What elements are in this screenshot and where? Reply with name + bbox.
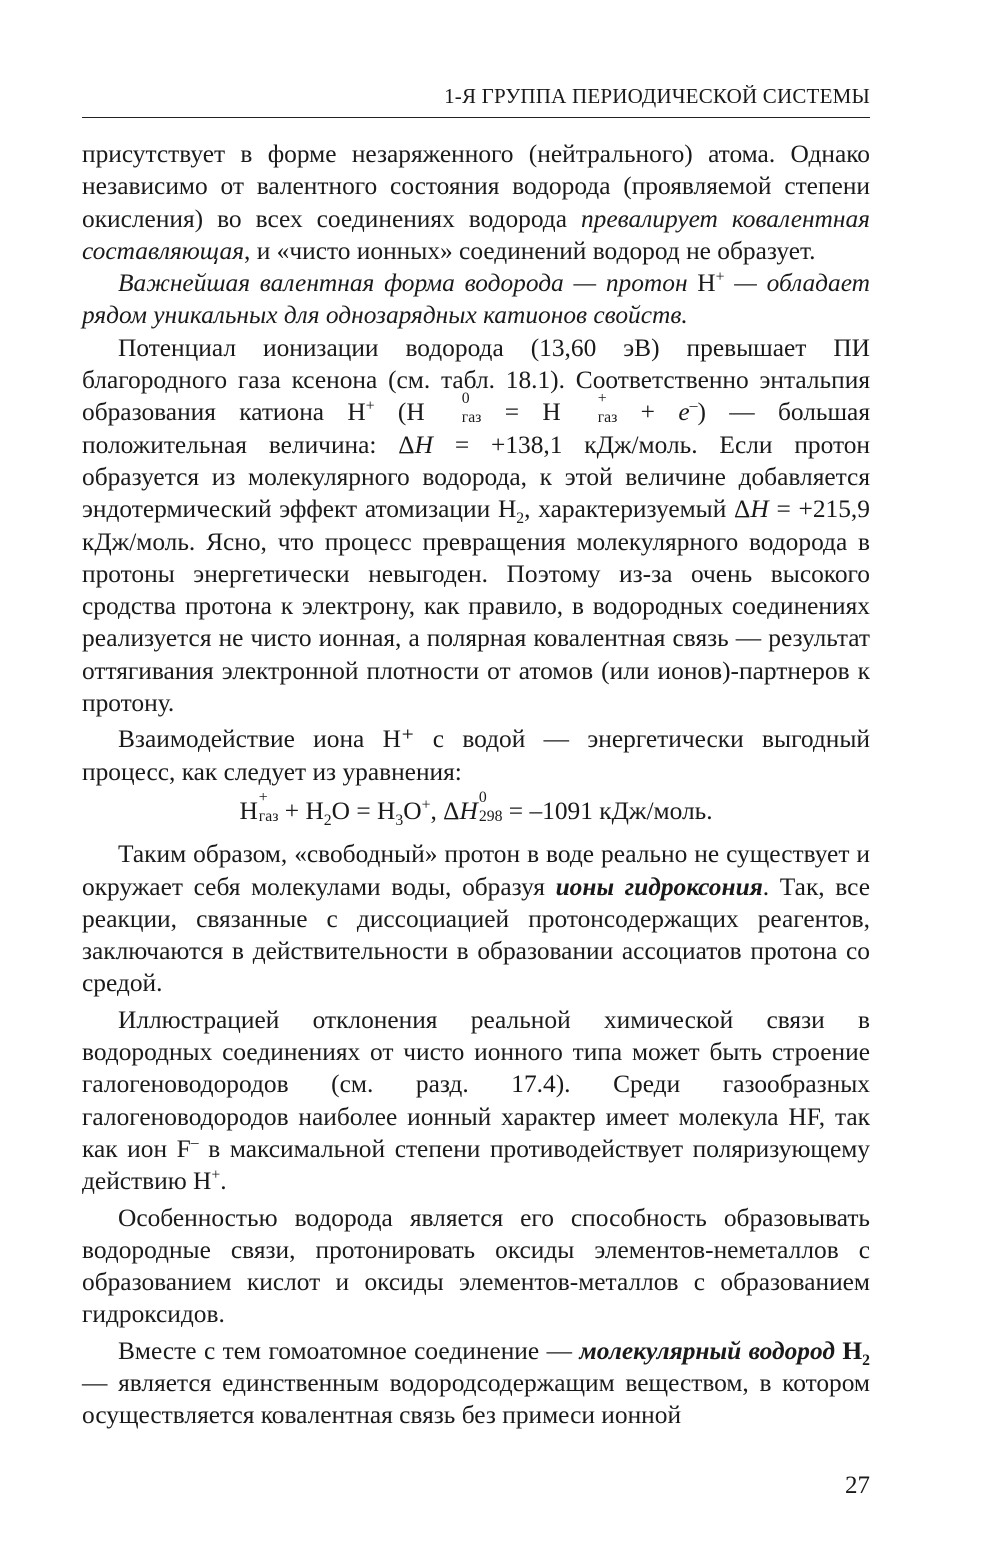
formula-f-minus: F– — [176, 1134, 199, 1163]
formula-h2-bold: $H_2$ — [842, 1336, 870, 1369]
formula-ionization: H + газ + e– — [542, 390, 698, 427]
formula-h2: $H_2$ — [497, 495, 525, 528]
formula-enthalpy: H — [414, 430, 433, 459]
paragraph-8: Вместе с тем гомоатомное соединение — молекулярный водород $H_2$ — является единственным водородсодержащим веществом, в котором осуществляется ковалентная связь без примеси ионной — [82, 1336, 870, 1430]
paragraph-6: Иллюстрацией отклонения реальной химической связи в водородных соединениях от чисто ионного типа может быть строение галогеноводородов (см. разд. 17.4). Среди газообразных галогеноводородов наиболее ионный характер имеет молекула HF, так как ион F– в максимальной степени противодействует поляризующему действию H+. — [82, 1005, 870, 1196]
term-molecular-hydrogen: молекулярный водород — [579, 1336, 835, 1365]
paragraph-2: Важнейшая валентная форма водорода — протон H+ — обладает рядом уникальных для однозарядных катионов свойств. — [82, 268, 870, 330]
term-hydroxonium: ионы гидроксония — [555, 872, 763, 901]
paragraph-5: Таким образом, «свободный» протон в воде реально не существует и окружает себя молекулами воды, образуя ионы гидроксония. Так, все реакции, связанные с диссоциацией протонсодержащих реагентов, заключаются в действительности в образовании ассоциатов протона со средой. — [82, 840, 870, 998]
emphasis-italic: превалирует ковалентная составляющая — [82, 204, 870, 265]
body-text — [82, 138, 870, 1432]
equation-hydronium: H + газ + $H_2O = H_3O^+$, ΔH 0 298 = –1091 кДж/моль. — [239, 788, 713, 830]
formula-cation: H+ (H 0 газ — [347, 390, 482, 427]
paragraph-4: Взаимодействие иона H⁺ с водой — энергетически выгодный процесс, как следует из уравнения: — [82, 725, 870, 786]
formula-h-plus-end: H+. — [193, 1166, 227, 1196]
formula-h-plus: H+ — [697, 268, 725, 298]
paragraph-1: присутствует в форме незаряженного (нейтрального) атома. Однако независимо от валентного состояния водорода (проявляемой степени окисления) во всех соединениях водорода превалирует ковалентная составляющая, и «чисто ионных» соединений водород не образует. — [82, 140, 870, 265]
page-number: 27 — [845, 1472, 870, 1499]
header-rule — [82, 117, 870, 118]
paragraph-3: Потенциал ионизации водорода (13,60 эВ) превышает ПИ благородного газа ксенона (см. табл. 18.1). Соответственно энтальпия образования катиона H+ (H 0 газ = H + газ + e–) — большая положительная величина: ΔH = +138,1 кДж/моль. Если протон образуется из молекулярного водорода, к этой величине добавляется эндотермический эффект атомизации $H_2$, характеризуемый ΔH = +215,9 кДж/моль. Ясно, что процесс превращения молекулярного водорода в протоны энергетически невыгоден. Поэтому из-за очень высокого сродства протона к электрону, как правило, в водородных соединениях реализуется не чисто ионная, а полярная ковалентная связь — результат оттягивания электронной плотности от атомов (или ионов)-партнеров к протону. — [82, 333, 871, 718]
paragraph-7: Особенностью водорода является его способность образовывать водородные связи, протонировать оксиды элементов-неметаллов с образованием кислот и оксиды элементов-металлов с образованием гидроксидов. — [82, 1203, 870, 1329]
running-header: 1-Я ГРУППА ПЕРИОДИЧЕСКОЙ СИСТЕМЫ — [444, 84, 870, 108]
